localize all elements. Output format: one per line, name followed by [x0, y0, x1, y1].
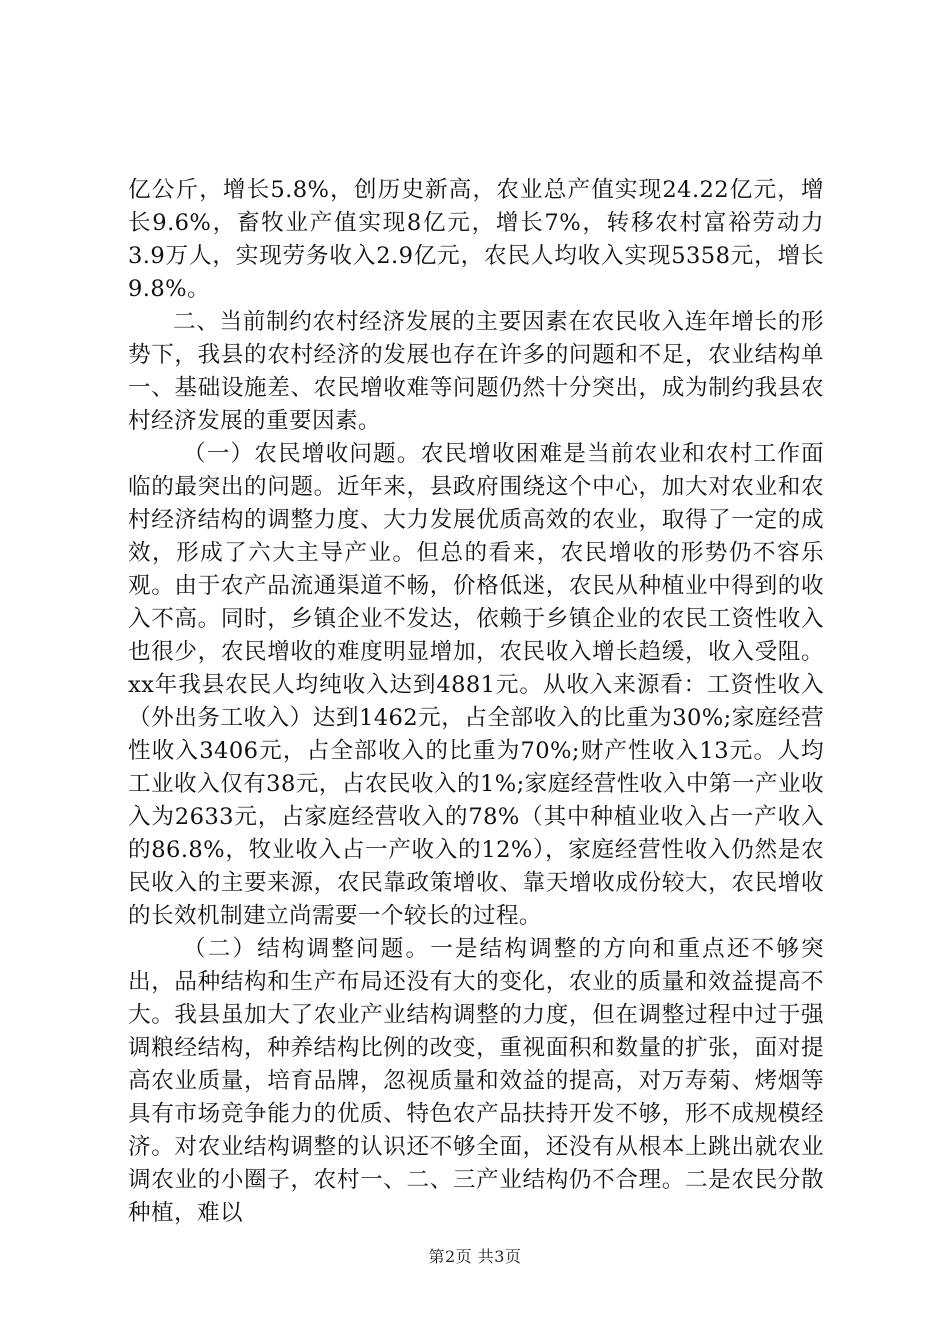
paragraph-structure-adjustment: （二）结构调整问题。一是结构调整的方向和重点还不够突出，品种结构和生产布局还没有大的变化，农业的质量和效益提高不大。我县虽加大了农业产业结构调整的力度，但在调整过程中过于强调粮经结构，种养结构比例的改变，重视面积和数量的扩张，面对提高农业质量，培育品牌，忽视质量和效益的提高，对万寿菊、烤烟等具有市场竞争能力的优质、特色农产品扶持开发不够，形不成规模经济。对农业结构调整的认识还不够全面，还没有从根本上跳出就农业调农业的小圈子，农村一、二、三产业结构仍不合理。二是农民分散种植，难以 — [128, 936, 824, 1226]
document-body — [128, 174, 824, 1230]
paragraph-farmer-income: （一）农民增收问题。农民增收困难是当前农业和农村工作面临的最突出的问题。近年来，县政府围绕这个中心，加大对农业和农村经济结构的调整力度、大力发展优质高效的农业，取得了一定的成效，形成了六大主导产业。但总的看来，农民增收的形势仍不容乐观。由于农产品流通渠道不畅，价格低迷，农民从种植业中得到的收入不高。同时，乡镇企业不发达，依赖于乡镇企业的农民工资性收入也很少，农民增收的难度明显增加，农民收入增长趋缓，收入受阻。xx年我县农民人均纯收入达到4881元。从收入来源看：工资性收入（外出务工收入）达到1462元，占全部收入的比重为30%;家庭经营性收入3406元，占全部收入的比重为70%;财产性收入13元。人均工业收入仅有38元，占农民收入的1%;家庭经营性收入中第一产业收入为2633元，占家庭经营收入的78%（其中种植业收入占一产收入的86.8%，牧业收入占一产收入的12%），家庭经营性收入仍然是农民收入的主要来源，农民靠政策增收、靠天增收成份较大，农民增收的长效机制建立尚需要一个较长的过程。 — [128, 441, 824, 929]
page-number-footer: 第2页 共3页 — [428, 1247, 522, 1266]
paragraph-continuation: 亿公斤，增长5.8%，创历史新高，农业总产值实现24.22亿元，增长9.6%，畜牧业产值实现8亿元，增长7%，转移农村富裕劳动力3.9万人，实现劳务收入2.9亿元，农民人均收入实现5358元，增长9.8%。 — [128, 177, 824, 302]
paragraph-section-two: 二、当前制约农村经济发展的主要因素在农民收入连年增长的形势下，我县的农村经济的发展也存在许多的问题和不足，农业结构单一、基础设施差、农民增收难等问题仍然十分突出，成为制约我县农村经济发展的重要因素。 — [128, 309, 824, 434]
